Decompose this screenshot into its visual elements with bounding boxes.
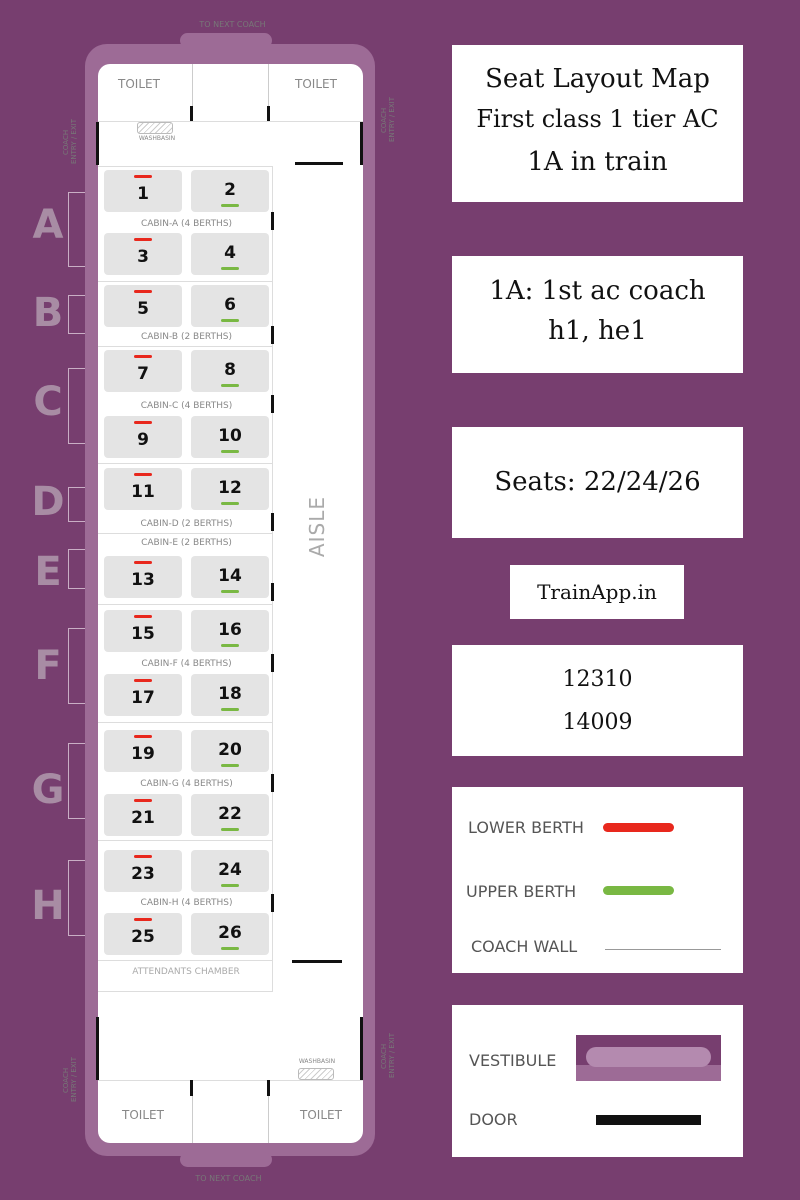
train-number-1: 12310 <box>562 667 633 692</box>
cabin-divider <box>98 840 272 841</box>
berth-number: 2 <box>224 180 236 200</box>
coach-code-panel <box>452 256 743 373</box>
toilet-top-left: TOILET <box>118 77 160 91</box>
berth-19[interactable] <box>104 730 182 772</box>
cabin-bracket-e <box>68 549 85 589</box>
washbasin-top-label: WASHBASIN <box>138 135 176 142</box>
cabin-label-b: CABIN-B (2 BERTHS) <box>140 332 232 342</box>
legend-vestibule-inner <box>576 1065 721 1081</box>
upper-berth-marker <box>221 708 239 711</box>
title-line-1: Seat Layout Map <box>485 64 710 94</box>
legend-vestibule-label: VESTIBULE <box>469 1051 557 1070</box>
door <box>190 106 193 121</box>
berth-number: 17 <box>131 688 155 708</box>
cabin-bracket-d <box>68 487 85 522</box>
toilet-bottom-right: TOILET <box>300 1108 342 1122</box>
berth-number: 1 <box>137 184 149 204</box>
berth-6[interactable] <box>191 285 269 327</box>
toilet-top-right: TOILET <box>295 77 337 91</box>
berth-13[interactable] <box>104 556 182 598</box>
lower-berth-marker <box>134 799 152 802</box>
washbasin-top-icon <box>137 122 173 134</box>
cabin-door <box>271 583 274 601</box>
toilet-bottom-left: TOILET <box>122 1108 164 1122</box>
legend-lower-berth-swatch <box>603 823 674 832</box>
lower-berth-marker <box>134 290 152 293</box>
berth-number: 6 <box>224 295 236 315</box>
cabin-letter-f: F <box>34 643 62 689</box>
cabin-letter-a: A <box>32 202 64 248</box>
berth-number: 26 <box>218 923 242 943</box>
berth-number: 22 <box>218 804 242 824</box>
berth-23[interactable] <box>104 850 182 892</box>
to-next-coach-top: TO NEXT COACH <box>199 20 266 29</box>
door <box>267 1080 270 1096</box>
lower-berth-marker <box>134 421 152 424</box>
entry-exit-right-bottom: COACH ENTRY / EXIT <box>380 1033 396 1079</box>
coach-door-right-bottom <box>360 1017 363 1080</box>
lower-berth-marker <box>134 679 152 682</box>
title-line-2: First class 1 tier AC <box>476 105 719 133</box>
cabin-door <box>271 212 274 230</box>
cabin-divider <box>98 463 272 464</box>
berth-4[interactable] <box>191 233 269 275</box>
berth-18[interactable] <box>191 674 269 716</box>
cabin-bracket-g <box>68 743 85 819</box>
aisle-label: AISLE <box>305 496 329 558</box>
legend-panel-vestibule <box>452 1005 743 1157</box>
berth-22[interactable] <box>191 794 269 836</box>
to-next-coach-bottom: TO NEXT COACH <box>195 1174 262 1183</box>
upper-berth-marker <box>221 267 239 270</box>
coach-door-left-bottom <box>96 1017 99 1080</box>
upper-berth-marker <box>221 384 239 387</box>
lower-berth-marker <box>134 561 152 564</box>
berth-number: 20 <box>218 740 242 760</box>
berth-11[interactable] <box>104 468 182 510</box>
berth-24[interactable] <box>191 850 269 892</box>
cabin-label-d: CABIN-D (2 BERTHS) <box>140 519 233 529</box>
door <box>295 162 343 165</box>
upper-berth-marker <box>221 450 239 453</box>
cabin-door <box>271 774 274 792</box>
cabin-label-g: CABIN-G (4 BERTHS) <box>140 779 233 789</box>
berth-number: 9 <box>137 430 149 450</box>
cabin-divider <box>98 960 272 961</box>
berth-number: 23 <box>131 864 155 884</box>
cabin-bracket-f <box>68 628 85 704</box>
cabin-door <box>271 654 274 672</box>
berth-number: 8 <box>224 360 236 380</box>
site-name[interactable]: TrainApp.in <box>537 580 657 604</box>
seats-panel <box>452 427 743 538</box>
berth-number: 21 <box>131 808 155 828</box>
train-numbers-panel <box>452 645 743 756</box>
cabin-label-e: CABIN-E (2 BERTHS) <box>141 538 232 548</box>
upper-berth-marker <box>221 502 239 505</box>
entry-exit-right-top: COACH ENTRY / EXIT <box>380 97 396 143</box>
berth-12[interactable] <box>191 468 269 510</box>
cabin-letter-e: E <box>34 549 62 595</box>
berth-25[interactable] <box>104 913 182 955</box>
wall-line <box>98 1080 363 1081</box>
entry-exit-left-bottom: COACH ENTRY / EXIT <box>62 1057 78 1103</box>
cabin-bracket-h <box>68 860 85 936</box>
berth-number: 10 <box>218 426 242 446</box>
legend-vestibule-swatch <box>576 1035 721 1081</box>
upper-berth-marker <box>221 884 239 887</box>
cabin-divider <box>98 281 272 282</box>
berth-26[interactable] <box>191 913 269 955</box>
berth-9[interactable] <box>104 416 182 458</box>
coach-door-left-top <box>96 122 99 165</box>
berth-3[interactable] <box>104 233 182 275</box>
berth-number: 19 <box>131 744 155 764</box>
coach-code-line-1: 1A: 1st ac coach <box>489 276 706 306</box>
legend-upper-berth-swatch <box>603 886 674 895</box>
cabin-door <box>271 894 274 912</box>
berth-number: 11 <box>131 482 155 502</box>
upper-berth-marker <box>221 644 239 647</box>
cabin-divider <box>98 346 272 347</box>
title-panel <box>452 45 743 202</box>
cabin-divider <box>98 604 272 605</box>
berth-number: 18 <box>218 684 242 704</box>
upper-berth-marker <box>221 590 239 593</box>
berth-number: 15 <box>131 624 155 644</box>
lower-berth-marker <box>134 473 152 476</box>
cabin-door <box>271 395 274 413</box>
cabin-letter-h: H <box>31 883 65 929</box>
cabin-letter-d: D <box>31 479 65 525</box>
legend-coach-wall-swatch <box>605 949 721 950</box>
lower-berth-marker <box>134 918 152 921</box>
berth-number: 4 <box>224 243 236 263</box>
berth-21[interactable] <box>104 794 182 836</box>
title-line-3: 1A in train <box>527 147 668 177</box>
entry-exit-left-top: COACH ENTRY / EXIT <box>62 119 78 165</box>
upper-berth-marker <box>221 947 239 950</box>
legend-upper-berth-label: UPPER BERTH <box>466 882 577 901</box>
upper-berth-marker <box>221 319 239 322</box>
legend-door-label: DOOR <box>469 1110 518 1129</box>
berth-number: 16 <box>218 620 242 640</box>
upper-berth-marker <box>221 764 239 767</box>
door <box>267 106 270 121</box>
washbasin-bottom-icon <box>298 1068 334 1080</box>
cabin-label-h: CABIN-H (4 BERTHS) <box>140 898 233 908</box>
cabin-divider <box>98 722 272 723</box>
cabin-door <box>271 513 274 531</box>
cabin-letter-b: B <box>32 290 64 336</box>
berth-20[interactable] <box>191 730 269 772</box>
train-number-2: 14009 <box>562 710 633 735</box>
seats-count: Seats: 22/24/26 <box>494 467 701 497</box>
berth-number: 25 <box>131 927 155 947</box>
lower-berth-marker <box>134 615 152 618</box>
berth-number: 14 <box>218 566 242 586</box>
berth-number: 5 <box>137 299 149 319</box>
door <box>190 1080 193 1096</box>
lower-berth-marker <box>134 355 152 358</box>
cabin-label-a: CABIN-A (4 BERTHS) <box>140 219 233 229</box>
lower-berth-marker <box>134 175 152 178</box>
berth-7[interactable] <box>104 350 182 392</box>
berth-8[interactable] <box>191 350 269 392</box>
upper-berth-marker <box>221 828 239 831</box>
legend-panel-berths <box>452 787 743 973</box>
lower-berth-marker <box>134 735 152 738</box>
upper-berth-marker <box>221 204 239 207</box>
berth-number: 3 <box>137 247 149 267</box>
cabin-divider <box>98 533 272 534</box>
berth-number: 13 <box>131 570 155 590</box>
cabin-door <box>271 326 274 344</box>
legend-lower-berth-label: LOWER BERTH <box>468 818 584 837</box>
vestibule-bottom <box>180 1152 272 1167</box>
berth-2[interactable] <box>191 170 269 212</box>
berth-17[interactable] <box>104 674 182 716</box>
coach-door-right-top <box>360 122 363 165</box>
cabin-letter-g: G <box>31 767 65 813</box>
berth-5[interactable] <box>104 285 182 327</box>
cabin-bracket-a <box>68 192 85 267</box>
door <box>292 960 342 963</box>
lower-berth-marker <box>134 238 152 241</box>
berth-10[interactable] <box>191 416 269 458</box>
berth-16[interactable] <box>191 610 269 652</box>
cabin-bracket-b <box>68 295 85 334</box>
legend-vestibule-bar <box>586 1047 711 1067</box>
legend-coach-wall-label: COACH WALL <box>471 937 578 956</box>
cabin-bracket-c <box>68 368 85 444</box>
lower-berth-marker <box>134 855 152 858</box>
coach-code-line-2: h1, he1 <box>548 316 647 346</box>
washbasin-bottom-label: WASHBASIN <box>298 1058 336 1065</box>
attendants-chamber-label: ATTENDANTS CHAMBER <box>132 967 240 977</box>
berth-number: 24 <box>218 860 242 880</box>
berth-number: 12 <box>218 478 242 498</box>
cabin-letter-c: C <box>33 379 63 425</box>
berth-15[interactable] <box>104 610 182 652</box>
cabin-label-f: CABIN-F (4 BERTHS) <box>141 659 232 669</box>
berth-number: 7 <box>137 364 149 384</box>
berth-14[interactable] <box>191 556 269 598</box>
cabin-label-c: CABIN-C (4 BERTHS) <box>140 401 233 411</box>
berth-1[interactable] <box>104 170 182 212</box>
legend-door-swatch <box>596 1115 701 1125</box>
site-panel <box>510 565 684 619</box>
